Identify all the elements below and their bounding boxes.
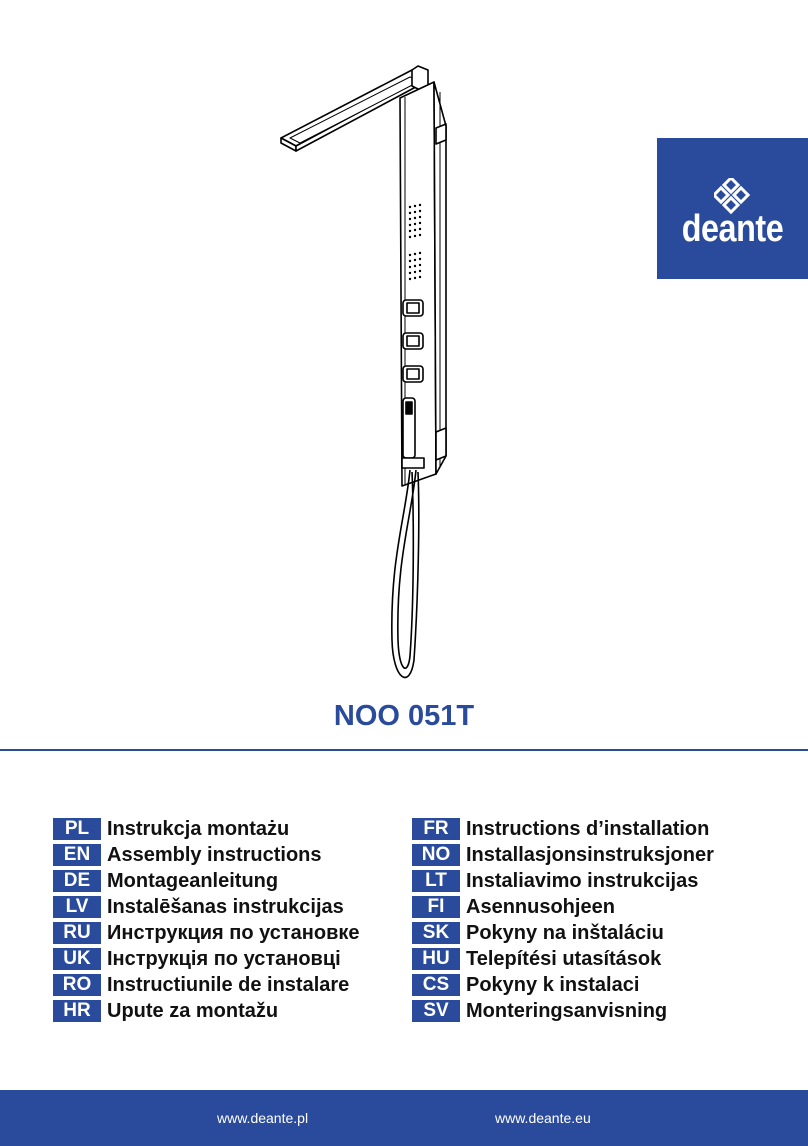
language-code: SK [412,922,460,944]
language-code: LV [53,896,101,918]
divider [0,749,808,751]
language-code: LT [412,870,460,892]
language-row [53,946,360,972]
language-title: Instructiunile de instalare [107,973,350,996]
language-code: PL [53,818,101,840]
language-code: EN [53,844,101,866]
footer-bar [0,1090,808,1146]
shower-panel-illustration [260,60,460,690]
language-row [412,998,714,1024]
website-link-pl[interactable]: www.deante.pl [217,1110,309,1126]
language-code: FI [412,896,460,918]
language-row [412,920,714,946]
language-title: Instructions d’installation [466,817,710,840]
language-code: HU [412,948,460,970]
language-title: Pokyny na inštaláciu [466,921,664,944]
language-row [412,868,714,894]
language-title: Instaliavimo instrukcijas [466,869,699,892]
language-row [53,868,360,894]
language-title: Instalēšanas instrukcijas [107,895,344,918]
language-title: Asennusohjeen [466,895,615,918]
product-model: NOO 051T [333,700,475,732]
language-code: NO [412,844,460,866]
language-list-right [412,816,714,1024]
language-code: RU [53,922,101,944]
language-row [53,894,360,920]
language-title: Upute za montažu [107,999,279,1022]
language-title: Telepítési utasítások [466,947,662,970]
language-row [412,816,714,842]
language-title: Installasjonsinstruksjoner [466,843,714,866]
language-code: FR [412,818,460,840]
language-row [412,894,714,920]
language-title: Instrukcja montażu [107,817,290,840]
language-title: Montageanleitung [107,869,279,892]
language-list-left [53,816,360,1024]
language-row [53,816,360,842]
language-code: DE [53,870,101,892]
language-title: Monteringsanvisning [466,999,668,1022]
brand-logo [657,138,808,279]
language-row [412,972,714,998]
language-title: Assembly instructions [107,843,322,866]
language-row [53,972,360,998]
language-title: Інструкція по установці [107,947,341,970]
language-row [53,920,360,946]
language-code: CS [412,974,460,996]
language-code: UK [53,948,101,970]
website-link-eu[interactable]: www.deante.eu [495,1110,591,1126]
language-title: Инструкция по установке [107,921,360,944]
language-row [412,946,714,972]
brand-name: deante [681,208,784,250]
language-row [412,842,714,868]
language-code: SV [412,1000,460,1022]
language-code: RO [53,974,101,996]
language-row [53,842,360,868]
language-code: HR [53,1000,101,1022]
language-title: Pokyny k instalaci [466,973,640,996]
language-row [53,998,360,1024]
